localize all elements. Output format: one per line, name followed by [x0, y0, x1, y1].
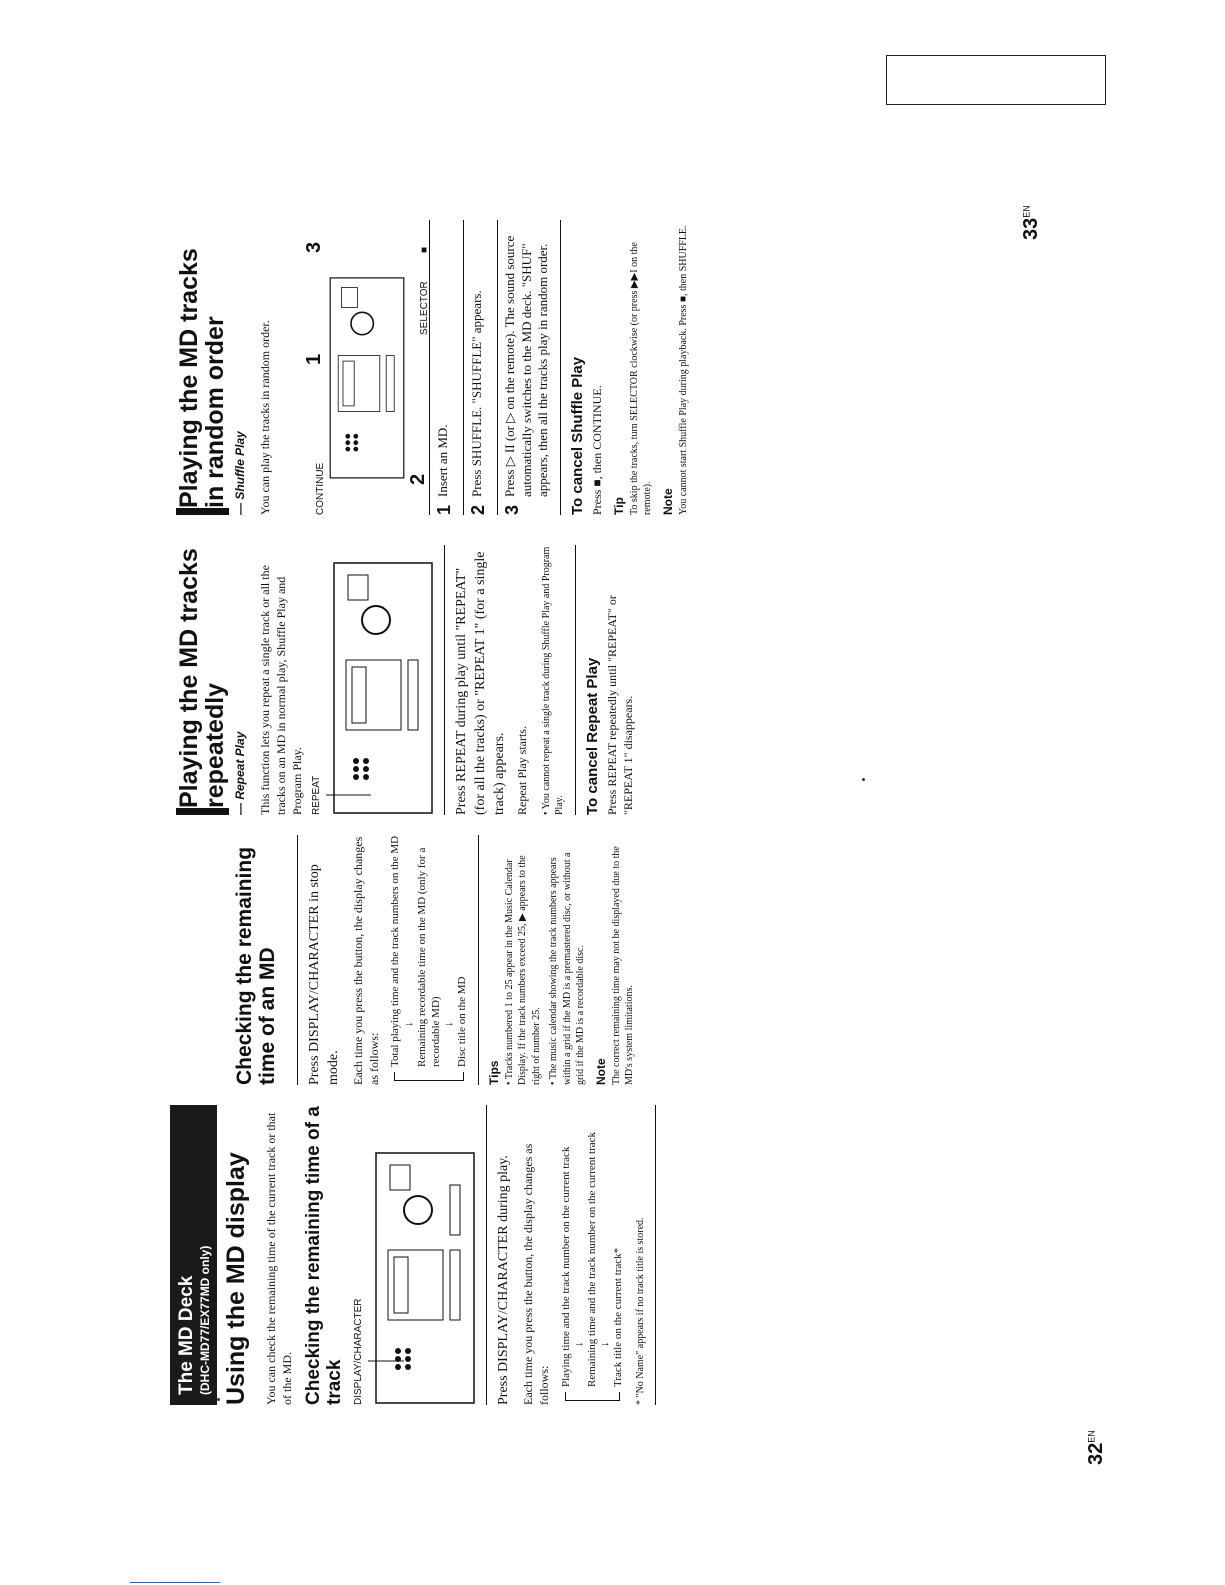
step-number: 2 [467, 504, 488, 515]
callout-2: 2 [406, 473, 429, 485]
step-number: 1 [433, 504, 454, 515]
cancel-shuffle-text: Press ■, then CONTINUE. [590, 385, 605, 515]
repeat-bullet: • You cannot repeat a single track during Shuffle Play and Program Play. [540, 546, 566, 815]
repeat-starts: Repeat Play starts. [514, 726, 529, 815]
rotated-manual-spread [170, 220, 735, 1405]
heading-remaining-md: Checking the remaining time of an MD [233, 846, 280, 1085]
divider [478, 835, 479, 1085]
column-shuffle-play [170, 220, 735, 515]
cancel-shuffle-heading: To cancel Shuffle Play [569, 356, 587, 515]
step-number: 3 [501, 504, 522, 515]
press-instruction: Press DISPLAY/CHARACTER in stop mode. [307, 864, 342, 1085]
tip-heading: Tip [611, 497, 626, 515]
column-remaining-md [170, 835, 735, 1085]
divider [560, 220, 561, 515]
each-time-text: Each time you press the button, the display changes as follows: [521, 1143, 552, 1405]
intro-text: This function lets you repeat a single track or all the tracks on an MD in normal play, Shuffle Play and Program Play. [257, 565, 304, 815]
page-number-left: $32^{EN}$ [1085, 1430, 1107, 1465]
flow-item: Total playing time and the track numbers on the MD [389, 835, 402, 1067]
flow-loop-line [394, 1072, 463, 1081]
flow-arrow-icon: ↓ [572, 1341, 585, 1347]
divider [444, 545, 445, 815]
md-deck-drawing [326, 560, 436, 815]
shuffle-step-2 [463, 220, 489, 515]
cancel-repeat-text: Press REPEAT repeatedly until "REPEAT" or "REPEAT 1" disappears. [604, 595, 636, 815]
step-text: Press SHUFFLE. "SHUFFLE" appears. [468, 290, 484, 497]
tip-item: • The music calendar showing the track numbers appears within a grid if the MD is a premastered disc, or without a grid if the MD is a recordable disc. [548, 852, 587, 1085]
cancel-repeat-heading: To cancel Repeat Play [583, 657, 601, 815]
heading-remaining-track: Checking the remaining time of a track [302, 1106, 345, 1405]
blank-label-box [886, 55, 1106, 105]
flow-arrow-icon: ↓ [402, 1021, 415, 1027]
shuffle-illustration [279, 220, 429, 515]
heading-shuffle: Playing the MD tracks in random order [176, 220, 229, 515]
md-deck-drawing [327, 250, 407, 505]
column-md-display [170, 1105, 735, 1405]
note-heading: Note [660, 488, 675, 515]
section-banner [170, 1105, 217, 1405]
tips-heading: Tips [486, 1060, 501, 1085]
bottom-rule [130, 1582, 220, 1583]
label-selector: SELECTOR [418, 281, 430, 335]
callout-1: 1 [302, 353, 325, 365]
flow-arrow-icon: ↓ [599, 1341, 612, 1347]
divider [655, 1105, 656, 1405]
heading-using-md-display: Using the MD display [222, 1152, 250, 1405]
md-deck-illustration [327, 250, 412, 505]
flow-item: Disc title on the MD [456, 976, 469, 1067]
device-label-display: DISPLAY/CHARACTER [353, 1298, 365, 1405]
label-stop: ■ [418, 246, 430, 253]
divider [297, 835, 298, 1085]
each-time-text: Each time you press the button, the display changes as follows: [350, 836, 382, 1085]
divider [575, 545, 576, 815]
heading-repeat: Playing the MD tracks repeatedly [176, 545, 229, 815]
column-repeat-play [170, 545, 735, 815]
note-text: You cannot start Shuffle Play during playback. Press ■, then SHUFFLE. [677, 225, 689, 515]
note-text: The correct remaining time may not be displayed due to the MD's system limitations. [610, 846, 636, 1085]
label-continue: CONTINUE [314, 462, 326, 515]
md-deck-illustration [326, 560, 436, 815]
banner-subtitle: (DHC-MD77/EX77MD only) [198, 1245, 212, 1395]
press-instruction: Press DISPLAY/CHARACTER during play. [496, 1155, 512, 1405]
flow-arrow-icon: ↓ [443, 1021, 456, 1027]
step-text: Insert an MD. [434, 424, 450, 497]
page-number-right: $33^{EN}$ [1020, 205, 1042, 240]
intro-text: You can play the tracks in random order. [257, 320, 272, 515]
banner-title: The MD Deck [176, 1275, 197, 1395]
display-flow [388, 835, 469, 1085]
md-deck-drawing [368, 1150, 478, 1405]
repeat-step: Press REPEAT during play until "REPEAT" (for all the tracks) or "REPEAT 1" (for a single track) appears. [454, 551, 507, 815]
flow-loop-line [565, 1392, 620, 1401]
device-label-repeat: REPEAT [311, 775, 323, 815]
shuffle-step-3 [497, 220, 553, 515]
flow-item: Remaining time and the track number on the current track [586, 1131, 599, 1387]
subtitle-shuffle-play: — Shuffle Play [232, 431, 247, 515]
callout-3: 3 [302, 241, 325, 253]
footnote: * "No Name" appears if no track title is stored. [634, 1217, 646, 1405]
display-flow [559, 1105, 626, 1405]
subtitle-repeat-play: — Repeat Play [232, 731, 247, 815]
tip-item: • Tracks numbered 1 to 25 appear in the Music Calendar Display. If the track numbers exceed 25, ▶ appears to the right of number 25. [503, 855, 542, 1085]
flow-item: Track title on the current track* [612, 1247, 625, 1387]
note-heading: Note [593, 1058, 608, 1085]
scan-speck [862, 778, 865, 781]
flow-item: Playing time and the track number on the current track [559, 1146, 572, 1387]
md-deck-illustration [368, 1150, 478, 1405]
shuffle-step-1 [429, 220, 455, 515]
divider [486, 1105, 487, 1405]
intro-text: You can check the remaining time of the current track or that of the MD. [264, 1112, 295, 1405]
step-text: Press ▷ II (or ▷ on the remote). The sound source automatically switches to the MD deck. "SHUF" appears, then all the tracks play in random order. [501, 235, 551, 497]
tip-text: To skip the tracks, turn SELECTOR clockwise (or press ▶▶I on the remote). [628, 242, 654, 515]
flow-item: Remaining recordable time on the MD (only for a recordable MD) [415, 847, 443, 1067]
